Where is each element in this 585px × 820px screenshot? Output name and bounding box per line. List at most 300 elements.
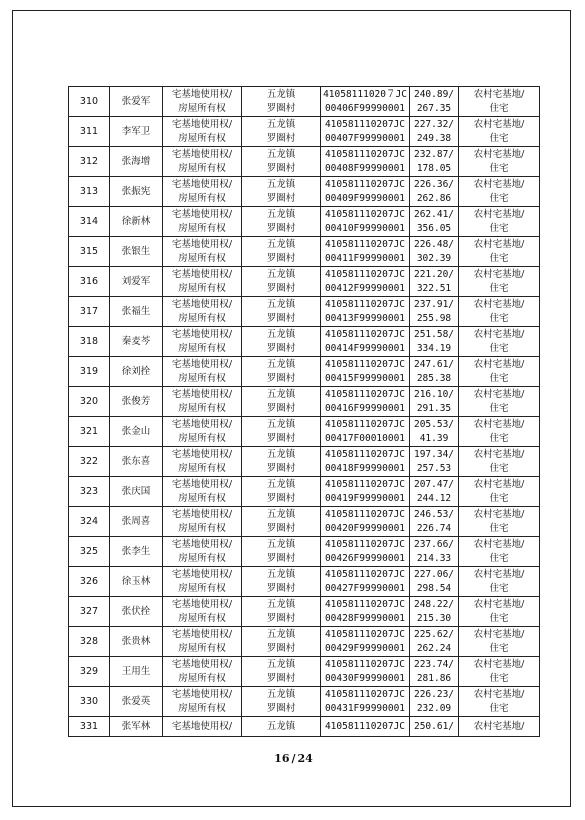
cell-usage-line: 农村宅基地/ <box>473 418 525 430</box>
document-page <box>12 10 571 807</box>
cell-unit-code-line: 410581110207JC <box>324 298 406 310</box>
cell-usage <box>459 717 540 737</box>
cell-right-type <box>163 297 242 327</box>
cell-location <box>242 507 321 537</box>
cell-owner-name: 张海增 <box>110 147 163 177</box>
cell-usage <box>459 477 540 507</box>
cell-area-line: 250.61/ <box>413 720 455 732</box>
table-row <box>69 717 540 737</box>
cell-number: 313 <box>69 177 110 207</box>
cell-unit-code <box>321 447 410 477</box>
cell-unit-code <box>321 477 410 507</box>
cell-unit-code-line: 00430F99990001 <box>324 672 406 684</box>
cell-owner-name: 张金山 <box>110 417 163 447</box>
cell-usage-line: 农村宅基地/ <box>473 538 525 550</box>
cell-unit-code-line: 410581110207JC <box>324 658 406 670</box>
cell-area-line: 247.61/ <box>413 358 455 370</box>
cell-unit-code-line: 410581110207JC <box>324 568 406 580</box>
cell-unit-code-line: 00416F99990001 <box>324 402 406 414</box>
cell-area <box>410 447 459 477</box>
cell-number: 322 <box>69 447 110 477</box>
cell-right-type-line: 宅基地使用权/ <box>171 688 233 700</box>
cell-owner-name: 张伏拴 <box>110 597 163 627</box>
cell-usage-line: 住宅 <box>489 492 509 504</box>
cell-usage <box>459 387 540 417</box>
cell-owner-name: 张东喜 <box>110 447 163 477</box>
cell-location <box>242 207 321 237</box>
cell-location-line: 罗圈村 <box>266 372 296 384</box>
page-current: 16 <box>274 752 290 765</box>
cell-unit-code <box>321 177 410 207</box>
cell-right-type <box>163 267 242 297</box>
cell-area-line: 285.38 <box>416 372 452 384</box>
cell-usage-line: 住宅 <box>489 672 509 684</box>
cell-unit-code <box>321 687 410 717</box>
cell-unit-code-line: 00412F99990001 <box>324 282 406 294</box>
cell-unit-code-line: 410581110207JC <box>324 178 406 190</box>
cell-usage-line: 农村宅基地/ <box>473 688 525 700</box>
cell-location-line: 罗圈村 <box>266 612 296 624</box>
cell-unit-code-line: 410581110207JC <box>324 508 406 520</box>
cell-location-line: 罗圈村 <box>266 162 296 174</box>
cell-usage-line: 农村宅基地/ <box>473 388 525 400</box>
cell-area-line: 244.12 <box>416 492 452 504</box>
cell-unit-code-line: 410581110207JC <box>324 598 406 610</box>
cell-number: 324 <box>69 507 110 537</box>
cell-location <box>242 477 321 507</box>
cell-location <box>242 687 321 717</box>
cell-right-type-line: 房屋所有权 <box>178 162 226 174</box>
cell-unit-code <box>321 237 410 267</box>
cell-right-type <box>163 387 242 417</box>
cell-usage <box>459 627 540 657</box>
cell-usage <box>459 537 540 567</box>
cell-right-type-line: 房屋所有权 <box>178 342 226 354</box>
page-total: 24 <box>297 752 313 765</box>
cell-area-line: 246.53/ <box>413 508 455 520</box>
cell-usage-line: 农村宅基地/ <box>473 598 525 610</box>
cell-right-type-line: 房屋所有权 <box>178 522 226 534</box>
cell-right-type <box>163 207 242 237</box>
cell-owner-name: 张振宪 <box>110 177 163 207</box>
cell-right-type-line: 宅基地使用权/ <box>171 208 233 220</box>
cell-area-line: 226.36/ <box>413 178 455 190</box>
cell-unit-code-line: 410581110207JC <box>324 448 406 460</box>
cell-right-type-line: 房屋所有权 <box>178 552 226 564</box>
cell-right-type-line: 宅基地使用权/ <box>171 568 233 580</box>
cell-number: 314 <box>69 207 110 237</box>
cell-usage <box>459 177 540 207</box>
table-row <box>69 297 540 327</box>
cell-location-line: 罗圈村 <box>266 192 296 204</box>
cell-usage-line: 住宅 <box>489 162 509 174</box>
cell-usage <box>459 117 540 147</box>
cell-unit-code <box>321 387 410 417</box>
property-register-table <box>68 86 540 737</box>
cell-right-type-line: 宅基地使用权/ <box>171 658 233 670</box>
table-row <box>69 477 540 507</box>
cell-number: 310 <box>69 87 110 117</box>
cell-location-line: 五龙镇 <box>266 538 296 550</box>
cell-location-line: 五龙镇 <box>266 448 296 460</box>
cell-unit-code <box>321 117 410 147</box>
cell-right-type <box>163 477 242 507</box>
cell-location <box>242 327 321 357</box>
cell-number: 326 <box>69 567 110 597</box>
cell-location <box>242 717 321 737</box>
cell-right-type-line: 房屋所有权 <box>178 132 226 144</box>
cell-location-line: 罗圈村 <box>266 222 296 234</box>
table-row <box>69 387 540 417</box>
cell-unit-code-line: 00414F99990001 <box>324 342 406 354</box>
cell-right-type-line: 宅基地使用权/ <box>171 358 233 370</box>
cell-area <box>410 117 459 147</box>
cell-right-type <box>163 237 242 267</box>
cell-location-line: 罗圈村 <box>266 522 296 534</box>
cell-number: 328 <box>69 627 110 657</box>
cell-location-line: 五龙镇 <box>266 720 296 732</box>
cell-area <box>410 177 459 207</box>
cell-area-line: 281.86 <box>416 672 452 684</box>
cell-location-line: 罗圈村 <box>266 312 296 324</box>
cell-location-line: 五龙镇 <box>266 118 296 130</box>
cell-location <box>242 297 321 327</box>
cell-unit-code-line: 00409F99990001 <box>324 192 406 204</box>
cell-location-line: 罗圈村 <box>266 102 296 114</box>
cell-right-type-line: 宅基地使用权/ <box>171 268 233 280</box>
cell-owner-name: 徐新林 <box>110 207 163 237</box>
cell-usage-line: 农村宅基地/ <box>473 658 525 670</box>
cell-location-line: 五龙镇 <box>266 508 296 520</box>
cell-location-line: 五龙镇 <box>266 658 296 670</box>
table-row <box>69 87 540 117</box>
cell-usage-line: 住宅 <box>489 432 509 444</box>
cell-right-type <box>163 327 242 357</box>
cell-unit-code-line: 410581110207JC <box>324 478 406 490</box>
cell-location-line: 罗圈村 <box>266 402 296 414</box>
cell-right-type-line: 宅基地使用权/ <box>171 328 233 340</box>
cell-right-type-line: 宅基地使用权/ <box>171 478 233 490</box>
cell-owner-name: 张福生 <box>110 297 163 327</box>
cell-usage-line: 住宅 <box>489 192 509 204</box>
table-row <box>69 267 540 297</box>
cell-number: 321 <box>69 417 110 447</box>
cell-right-type-line: 房屋所有权 <box>178 282 226 294</box>
cell-area-line: 221.20/ <box>413 268 455 280</box>
cell-location-line: 五龙镇 <box>266 418 296 430</box>
cell-unit-code-line: 00411F99990001 <box>324 252 406 264</box>
cell-unit-code-line: 410581110207JC <box>324 388 406 400</box>
cell-right-type-line: 宅基地使用权/ <box>171 148 233 160</box>
cell-area-line: 262.86 <box>416 192 452 204</box>
cell-right-type-line: 宅基地使用权/ <box>171 598 233 610</box>
cell-right-type <box>163 417 242 447</box>
cell-location <box>242 447 321 477</box>
cell-area-line: 215.30 <box>416 612 452 624</box>
cell-right-type-line: 房屋所有权 <box>178 222 226 234</box>
cell-right-type <box>163 147 242 177</box>
cell-usage-line: 农村宅基地/ <box>473 448 525 460</box>
cell-right-type-line: 房屋所有权 <box>178 702 226 714</box>
cell-usage-line: 住宅 <box>489 702 509 714</box>
cell-right-type-line: 宅基地使用权/ <box>171 418 233 430</box>
cell-location-line: 五龙镇 <box>266 298 296 310</box>
cell-area <box>410 717 459 737</box>
cell-area <box>410 297 459 327</box>
cell-usage <box>459 417 540 447</box>
table-row <box>69 357 540 387</box>
cell-right-type <box>163 87 242 117</box>
cell-unit-code-line: 410581110207JC <box>324 238 406 250</box>
page-separator: / <box>291 752 296 765</box>
cell-area <box>410 687 459 717</box>
cell-usage <box>459 357 540 387</box>
cell-usage-line: 住宅 <box>489 552 509 564</box>
cell-area <box>410 87 459 117</box>
cell-location-line: 五龙镇 <box>266 148 296 160</box>
cell-area-line: 302.39 <box>416 252 452 264</box>
cell-right-type-line: 宅基地使用权/ <box>171 508 233 520</box>
cell-area <box>410 507 459 537</box>
cell-usage-line: 农村宅基地/ <box>473 508 525 520</box>
cell-usage-line: 农村宅基地/ <box>473 118 525 130</box>
cell-usage <box>459 567 540 597</box>
cell-location-line: 罗圈村 <box>266 492 296 504</box>
cell-usage-line: 住宅 <box>489 132 509 144</box>
cell-area <box>410 537 459 567</box>
cell-owner-name: 刘爱军 <box>110 267 163 297</box>
cell-unit-code <box>321 297 410 327</box>
cell-location <box>242 417 321 447</box>
cell-area-line: 227.06/ <box>413 568 455 580</box>
cell-owner-name: 徐刘拴 <box>110 357 163 387</box>
cell-unit-code-line: 410581110207JC <box>324 118 406 130</box>
cell-usage-line: 农村宅基地/ <box>473 238 525 250</box>
cell-area-line: 41.39 <box>419 432 449 444</box>
cell-unit-code-line: 00406F99990001 <box>324 102 406 114</box>
cell-right-type-line: 宅基地使用权/ <box>171 178 233 190</box>
table-row <box>69 507 540 537</box>
cell-usage-line: 农村宅基地/ <box>473 358 525 370</box>
cell-usage-line: 农村宅基地/ <box>473 268 525 280</box>
cell-owner-name: 张爱军 <box>110 87 163 117</box>
cell-usage-line: 住宅 <box>489 252 509 264</box>
cell-number: 312 <box>69 147 110 177</box>
cell-right-type-line: 宅基地使用权/ <box>171 448 233 460</box>
table-row <box>69 147 540 177</box>
cell-unit-code <box>321 357 410 387</box>
cell-area-line: 223.74/ <box>413 658 455 670</box>
table-row <box>69 237 540 267</box>
cell-usage-line: 住宅 <box>489 522 509 534</box>
cell-area <box>410 387 459 417</box>
cell-unit-code-line: 00419F99990001 <box>324 492 406 504</box>
cell-usage-line: 住宅 <box>489 312 509 324</box>
cell-usage-line: 住宅 <box>489 372 509 384</box>
cell-number: 329 <box>69 657 110 687</box>
cell-location <box>242 627 321 657</box>
cell-area-line: 262.41/ <box>413 208 455 220</box>
cell-area-line: 214.33 <box>416 552 452 564</box>
cell-right-type-line: 房屋所有权 <box>178 312 226 324</box>
cell-area-line: 267.35 <box>416 102 452 114</box>
cell-number: 311 <box>69 117 110 147</box>
cell-unit-code <box>321 147 410 177</box>
cell-usage <box>459 327 540 357</box>
cell-usage <box>459 147 540 177</box>
cell-area-line: 225.62/ <box>413 628 455 640</box>
cell-area-line: 334.19 <box>416 342 452 354</box>
cell-area-line: 298.54 <box>416 582 452 594</box>
cell-right-type <box>163 177 242 207</box>
cell-usage <box>459 207 540 237</box>
cell-right-type <box>163 507 242 537</box>
cell-right-type <box>163 567 242 597</box>
cell-usage-line: 农村宅基地/ <box>473 478 525 490</box>
cell-right-type-line: 房屋所有权 <box>178 372 226 384</box>
cell-number: 315 <box>69 237 110 267</box>
cell-number: 317 <box>69 297 110 327</box>
cell-usage <box>459 237 540 267</box>
cell-usage-line: 农村宅基地/ <box>473 328 525 340</box>
table-row <box>69 207 540 237</box>
cell-location-line: 罗圈村 <box>266 342 296 354</box>
table-row <box>69 417 540 447</box>
cell-area-line: 232.09 <box>416 702 452 714</box>
cell-unit-code <box>321 567 410 597</box>
cell-unit-code-line: 410581110207JC <box>324 720 406 732</box>
cell-owner-name: 张李生 <box>110 537 163 567</box>
cell-area <box>410 207 459 237</box>
cell-location-line: 五龙镇 <box>266 568 296 580</box>
cell-usage-line: 农村宅基地/ <box>473 568 525 580</box>
cell-unit-code-line: 00417F00010001 <box>324 432 406 444</box>
cell-unit-code <box>321 657 410 687</box>
cell-right-type-line: 房屋所有权 <box>178 642 226 654</box>
cell-area <box>410 627 459 657</box>
cell-location <box>242 87 321 117</box>
cell-location-line: 五龙镇 <box>266 178 296 190</box>
cell-usage-line: 农村宅基地/ <box>473 178 525 190</box>
cell-right-type <box>163 687 242 717</box>
cell-unit-code <box>321 717 410 737</box>
cell-owner-name: 张周喜 <box>110 507 163 537</box>
cell-unit-code <box>321 507 410 537</box>
cell-number: 325 <box>69 537 110 567</box>
cell-usage-line: 住宅 <box>489 102 509 114</box>
cell-area <box>410 147 459 177</box>
cell-area-line: 227.32/ <box>413 118 455 130</box>
cell-right-type-line: 房屋所有权 <box>178 582 226 594</box>
cell-number: 330 <box>69 687 110 717</box>
cell-area <box>410 357 459 387</box>
table-row <box>69 177 540 207</box>
cell-right-type-line: 房屋所有权 <box>178 402 226 414</box>
cell-location-line: 五龙镇 <box>266 88 296 100</box>
cell-area-line: 322.51 <box>416 282 452 294</box>
cell-usage <box>459 507 540 537</box>
cell-location <box>242 387 321 417</box>
cell-location <box>242 117 321 147</box>
cell-area <box>410 567 459 597</box>
cell-unit-code <box>321 207 410 237</box>
cell-usage <box>459 447 540 477</box>
cell-right-type <box>163 597 242 627</box>
cell-area-line: 226.23/ <box>413 688 455 700</box>
cell-location-line: 罗圈村 <box>266 642 296 654</box>
cell-location-line: 罗圈村 <box>266 582 296 594</box>
cell-usage-line: 农村宅基地/ <box>473 298 525 310</box>
cell-right-type <box>163 447 242 477</box>
cell-right-type <box>163 627 242 657</box>
cell-usage <box>459 657 540 687</box>
cell-number: 323 <box>69 477 110 507</box>
cell-unit-code-line: 410581110207JC <box>324 418 406 430</box>
cell-location-line: 罗圈村 <box>266 132 296 144</box>
cell-location <box>242 357 321 387</box>
cell-right-type-line: 宅基地使用权/ <box>171 628 233 640</box>
cell-unit-code <box>321 537 410 567</box>
cell-owner-name: 王用生 <box>110 657 163 687</box>
cell-number: 319 <box>69 357 110 387</box>
cell-location <box>242 177 321 207</box>
cell-unit-code <box>321 417 410 447</box>
cell-unit-code <box>321 87 410 117</box>
cell-right-type-line: 宅基地使用权/ <box>171 538 233 550</box>
cell-unit-code <box>321 327 410 357</box>
cell-area-line: 240.89/ <box>413 88 455 100</box>
cell-area <box>410 657 459 687</box>
cell-unit-code-line: 00420F99990001 <box>324 522 406 534</box>
cell-owner-name: 张军林 <box>110 717 163 737</box>
cell-location-line: 五龙镇 <box>266 388 296 400</box>
cell-location-line: 五龙镇 <box>266 478 296 490</box>
cell-unit-code-line: 00427F99990001 <box>324 582 406 594</box>
cell-right-type-line: 房屋所有权 <box>178 252 226 264</box>
cell-location-line: 五龙镇 <box>266 358 296 370</box>
cell-owner-name: 张爱英 <box>110 687 163 717</box>
cell-unit-code-line: 00408F99990001 <box>324 162 406 174</box>
table-row <box>69 657 540 687</box>
cell-unit-code-line: 410581110207JC <box>324 268 406 280</box>
cell-right-type <box>163 717 242 737</box>
cell-area-line: 262.24 <box>416 642 452 654</box>
table-row <box>69 687 540 717</box>
cell-usage-line: 住宅 <box>489 342 509 354</box>
cell-area <box>410 327 459 357</box>
cell-area <box>410 237 459 267</box>
cell-unit-code-line: 00407F99990001 <box>324 132 406 144</box>
cell-location-line: 五龙镇 <box>266 328 296 340</box>
cell-right-type-line: 宅基地使用权/ <box>171 388 233 400</box>
cell-location <box>242 567 321 597</box>
cell-usage-line: 住宅 <box>489 642 509 654</box>
cell-usage-line: 住宅 <box>489 462 509 474</box>
cell-area-line: 248.22/ <box>413 598 455 610</box>
cell-usage-line: 农村宅基地/ <box>473 88 525 100</box>
cell-location <box>242 657 321 687</box>
cell-right-type-line: 房屋所有权 <box>178 432 226 444</box>
cell-usage-line: 农村宅基地/ <box>473 628 525 640</box>
cell-usage <box>459 597 540 627</box>
cell-owner-name: 秦麦芩 <box>110 327 163 357</box>
cell-location-line: 五龙镇 <box>266 238 296 250</box>
table-row <box>69 567 540 597</box>
cell-number: 316 <box>69 267 110 297</box>
table-row <box>69 597 540 627</box>
cell-location-line: 五龙镇 <box>266 208 296 220</box>
cell-location-line: 罗圈村 <box>266 702 296 714</box>
